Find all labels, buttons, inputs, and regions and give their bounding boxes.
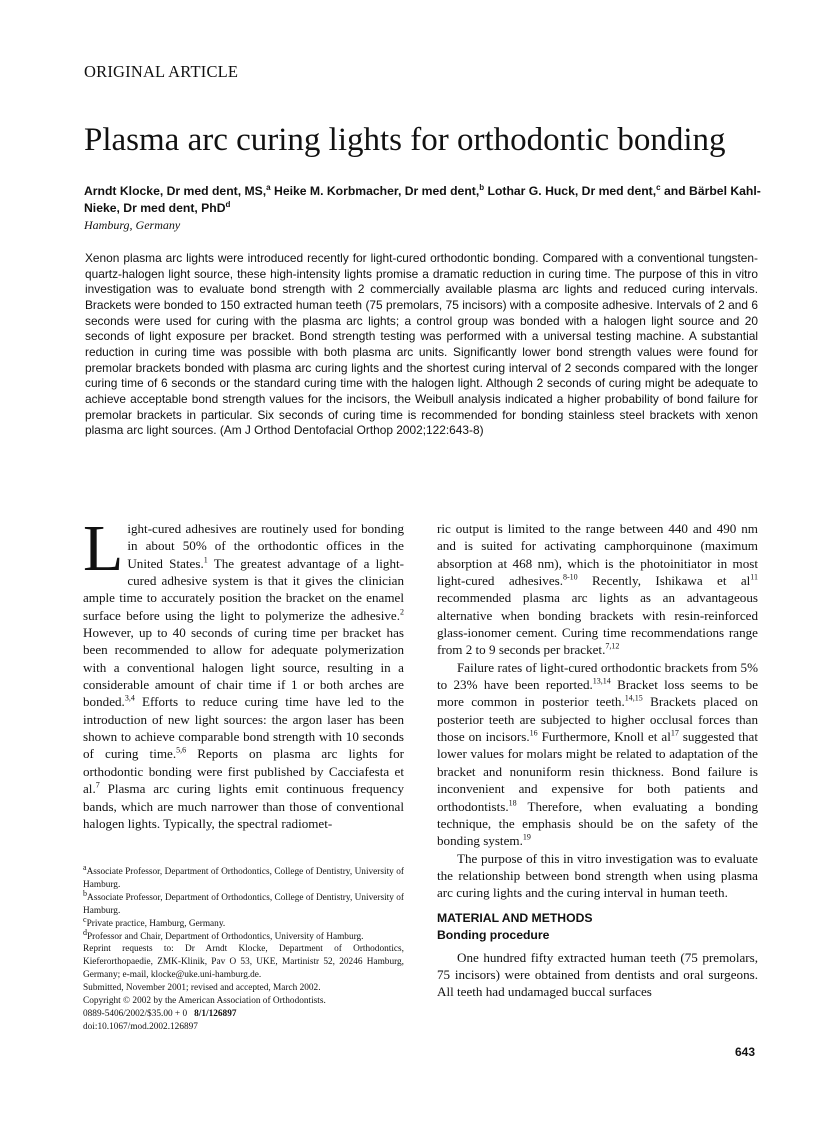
- body-paragraph: [437, 520, 758, 659]
- body-paragraph: The purpose of this in vitro investigation was to evaluate the relationship between bond strength when using plasma arc curing lights and the curing interval in human teeth.: [437, 850, 758, 901]
- body-text: Recently, Ishikawa et al: [577, 573, 751, 589]
- footnote-text: Private practice, Hamburg, Germany.: [86, 918, 226, 929]
- author-affiliation-mark: c: [656, 182, 661, 192]
- issn-line: [83, 1008, 404, 1021]
- body-text: Efforts to reduce curing time have led to the introduction of new light sources: the argon laser has been shown to achieve comparable bond strength with 10 seconds of curing time.: [83, 694, 404, 762]
- footnote-text: Professor and Chair, Department of Orthodontics, University of Hamburg.: [87, 931, 364, 942]
- body-text: Failure rates of light-cured orthodontic brackets from 5% to 23% have been reported.: [437, 659, 758, 693]
- author-location: Hamburg, Germany: [84, 218, 181, 232]
- footnote-text: Associate Professor, Department of Orthodontics, College of Dentistry, University of Hamburg.: [83, 867, 404, 890]
- footnote-mark: c: [83, 914, 87, 924]
- author-name: Heike M. Korbmacher, Dr med dent,: [270, 184, 480, 198]
- author-affiliation-mark: d: [225, 199, 231, 209]
- body-text: The greatest advantage of a light-cured adhesive system is that it gives the clinician ample time to accurately position the bracket on the enamel surface before using the light to polymerize the adhesive.: [83, 555, 404, 623]
- footnote-text: Associate Professor, Department of Orthodontics, College of Dentistry, University of Hamburg.: [83, 892, 404, 916]
- citation: 18: [508, 798, 517, 808]
- footnote: [83, 943, 404, 982]
- body-text: recommended plasma arc lights as an advantageous alternative when bonding brackets with resin-reinforced glass-ionomer cement. Curing time recommendations range from 2 to 9 seconds per bracket.: [437, 590, 758, 658]
- author-name: Lothar G. Huck, Dr med dent,: [484, 184, 657, 198]
- body-column-right: [437, 520, 758, 1001]
- footnote: [83, 914, 404, 931]
- page-number: 643: [735, 1045, 756, 1059]
- body-text: Furthermore, Knoll et al: [537, 729, 671, 745]
- citation: 1: [203, 555, 208, 565]
- section-heading: MATERIAL AND METHODS: [437, 910, 593, 925]
- footnote-mark: a: [83, 862, 87, 872]
- footnote: [83, 995, 404, 1008]
- body-text: Brackets placed on posterior teeth are subjected to higher occlusal forces than those on incisors.: [437, 694, 758, 745]
- body-paragraph: [83, 512, 404, 832]
- issn: 0889-5406/2002/$35.00 + 0: [83, 1008, 188, 1019]
- footnote-mark: b: [83, 888, 87, 898]
- body-paragraph: [437, 659, 758, 850]
- body-text: However, up to 40 seconds of curing time per bracket has been recommended to allow for adequate polymerization with a conventional halogen light source, resulting in a considerable amount of chair time if 1 or both arches are bonded.: [83, 625, 404, 710]
- citation: 7,12: [605, 642, 620, 652]
- citation: 13,14: [592, 676, 611, 686]
- citation: 19: [522, 832, 531, 842]
- footnote-text: Copyright © 2002 by the American Association of Orthodontists.: [83, 996, 326, 1007]
- body-text: ight-cured adhesives are routinely used for bonding in about 50% of the orthodontic offices in the United States.: [127, 521, 404, 571]
- citation: 14,15: [624, 694, 643, 704]
- drop-cap: L: [83, 512, 124, 585]
- body-text: suggested that lower values for molars might be related to adaptation of the bracket and nonuniform resin thickness. Bond failure is inconvenient and expensive for both patients and orthodontists.: [437, 729, 758, 814]
- abstract: Xenon plasma arc lights were introduced recently for light-cured orthodontic bonding. Compared with a conventional tungsten-quartz-halogen light source, these high-intensity lights promise a dramatic reduction in curing time. The purpose of this in vitro investigation was to evaluate bond strength with 2 commercially available plasma arc lights and reduced curing intervals. Brackets were bonded to 150 extracted human teeth (75 premolars, 75 incisors) with a composite adhesive. Intervals of 2 and 6 seconds were used for curing with the plasma arc lights; a control group was bonded with a halogen light source and 20 seconds of light exposure per bracket. Bond strength testing was performed with a universal testing machine. A substantial reduction in curing time was possible with both plasma arc units. Significantly lower bond strength values were found for premolar brackets bonded with plasma arc curing lights and the shortest curing interval of 2 seconds compared with the longer curing time of 6 seconds or the standard curing time with the halogen light. Although 2 seconds of curing might be adequate to achieve acceptable bond strength values for the incisors, the Weibull analysis indicated a higher probability of bond failure for premolar brackets in particular. Six seconds of curing time is recommended for bonding stainless steel brackets with xenon plasma arc light sources. (Am J Orthod Dentofacial Orthop 2002;122:643-8): [85, 251, 758, 438]
- article-code: 8/1/126897: [194, 1008, 237, 1019]
- body-text: Reports on plasma arc lights for orthodontic bonding were first published by Cacciafesta et al.: [83, 746, 404, 797]
- footnote: [83, 888, 404, 918]
- body-text: ric output is limited to the range between 440 and 490 nm and is suited for activating camphorquinone (maximum absorption at 468 nm), which is the photoinitiator in most light-cured adhesives.: [437, 521, 758, 589]
- body-text: Plasma arc curing lights emit continuous frequency bands, which are much narrower than those of conventional halogen lights. Typically, the spectral radiomet-: [83, 781, 404, 831]
- author-name: Arndt Klocke, Dr med dent, MS,: [84, 184, 267, 198]
- author-affiliation-mark: a: [266, 182, 271, 192]
- subsection-heading: Bonding procedure: [437, 928, 550, 943]
- footnote: [83, 982, 404, 995]
- footnote-mark: d: [83, 927, 87, 937]
- citation: 2: [400, 607, 404, 617]
- author-affiliation-mark: b: [479, 182, 485, 192]
- body-text: Therefore, when evaluating a bonding technique, the emphasis should be on the safety of the bonding system.: [437, 798, 758, 849]
- citation: 7: [95, 780, 100, 790]
- body-paragraph: One hundred fifty extracted human teeth (75 premolars, 75 incisors) were obtained from dentists and oral surgeons. All teeth had undamaged buccal surfaces: [437, 949, 758, 1000]
- footnote: [83, 862, 404, 892]
- citation: 8-10: [563, 572, 578, 582]
- citation: 17: [670, 728, 679, 738]
- footnote: [83, 927, 404, 944]
- author-name: and Bärbel Kahl-Nieke, Dr med dent, PhD: [84, 184, 761, 215]
- citation: 3,4: [124, 694, 135, 704]
- section-label: ORIGINAL ARTICLE: [84, 62, 239, 81]
- footnotes: [83, 862, 404, 1034]
- footnote-text: Submitted, November 2001; revised and accepted, March 2002.: [83, 983, 321, 994]
- body-text: Bracket loss seems to be more common in posterior teeth.: [437, 677, 759, 710]
- citation: 5,6: [176, 746, 187, 756]
- body-column-left: [83, 512, 404, 832]
- author-list: [84, 183, 764, 217]
- doi: doi:10.1067/mod.2002.126897: [83, 1021, 198, 1032]
- citation: 11: [750, 572, 758, 582]
- citation: 16: [529, 728, 538, 738]
- footnote-text: Reprint requests to: Dr Arndt Klocke, Department of Orthodontics, Kieferorthopaedie, ZMK-Klinik, Pav O 53, UKE, Martinistr 52, 20246 Hamburg, Germany; e-mail, klocke@uke.uni-hamburg.de.: [83, 944, 404, 981]
- article-title: Plasma arc curing lights for orthodontic bonding: [84, 122, 726, 158]
